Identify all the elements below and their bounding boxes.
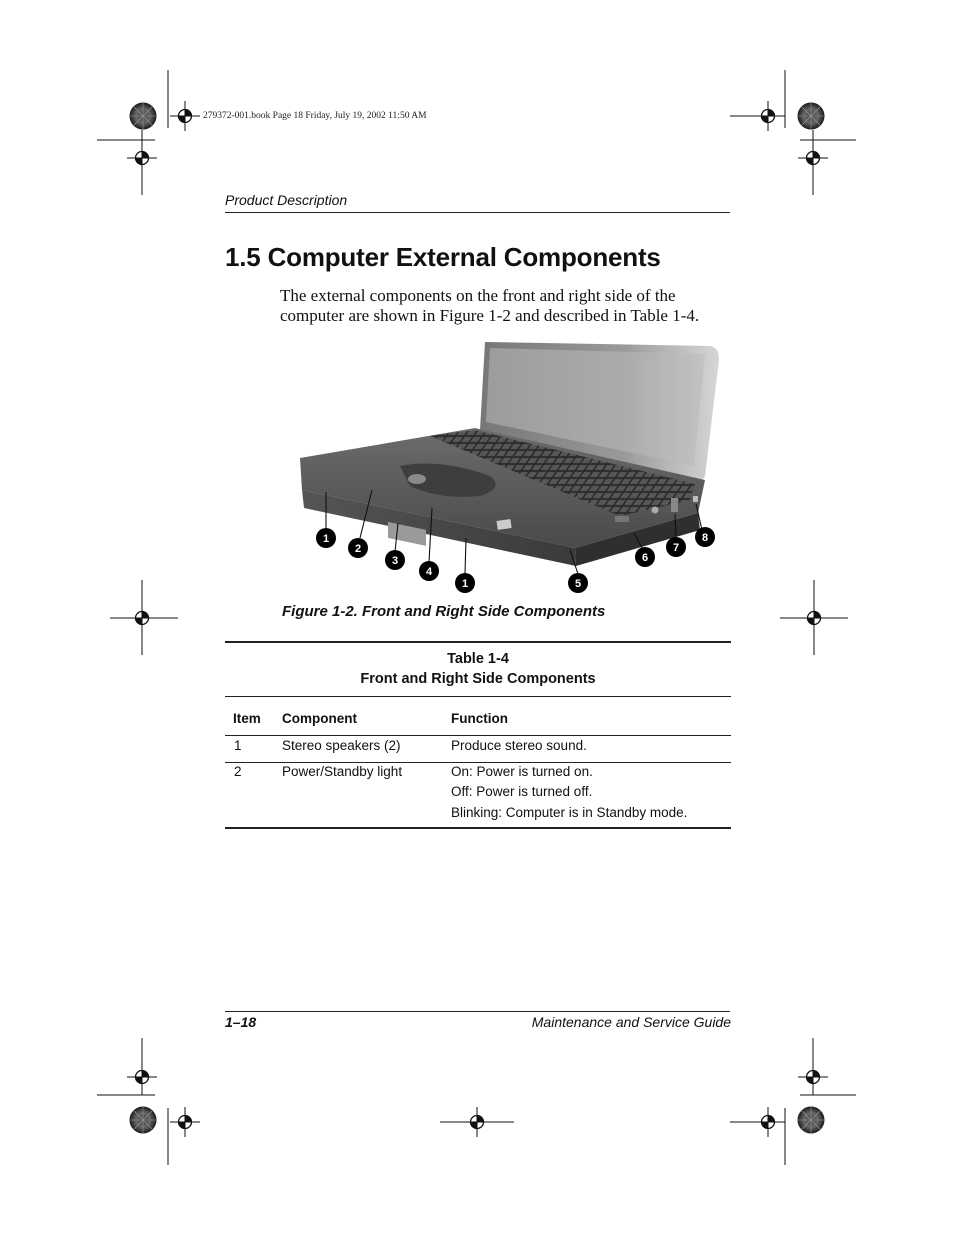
- column-header-item: Item: [233, 711, 261, 726]
- row-rule: [225, 762, 731, 763]
- table-top-rule: [225, 641, 731, 643]
- table-bottom-rule: [225, 827, 731, 829]
- footer-rule: [225, 1011, 730, 1012]
- table-number: Table 1-4: [447, 651, 509, 667]
- header-rule: [225, 212, 730, 213]
- row-1-component: Stereo speakers (2): [282, 738, 401, 753]
- page-number: 1–18: [225, 1014, 257, 1030]
- row-2-function-on: On: Power is turned on.: [451, 764, 593, 779]
- column-header-component: Component: [282, 711, 357, 726]
- callout-6: 6: [641, 552, 649, 564]
- row-2-item: 2: [234, 764, 242, 779]
- intro-line: computer are shown in Figure 1-2 and described in Table 1-4.: [280, 306, 700, 325]
- row-1-function: Produce stereo sound.: [451, 738, 587, 753]
- callout-1b: 1: [461, 578, 469, 590]
- intro-line: The external components on the front and right side of the: [280, 286, 676, 305]
- callout-1: 1: [322, 533, 330, 545]
- callout-2: 2: [354, 543, 362, 555]
- print-slug: 279372-001.book Page 18 Friday, July 19, 2002 11:50 AM: [203, 111, 427, 121]
- callout-7: 7: [672, 542, 680, 554]
- row-2-component: Power/Standby light: [282, 764, 403, 779]
- callout-4: 4: [425, 566, 433, 578]
- row-2-function-blinking: Blinking: Computer is in Standby mode.: [451, 805, 688, 820]
- running-head: Product Description: [225, 192, 348, 208]
- table-title: Front and Right Side Components: [360, 671, 596, 687]
- callout-3: 3: [391, 555, 399, 567]
- row-2-function-off: Off: Power is turned off.: [451, 784, 593, 799]
- section-title: 1.5 Computer External Components: [225, 242, 661, 272]
- figure-caption: Figure 1-2. Front and Right Side Components: [282, 603, 606, 620]
- header-row-rule: [225, 735, 731, 736]
- row-1-item: 1: [234, 738, 242, 753]
- guide-title: Maintenance and Service Guide: [531, 1014, 731, 1030]
- laptop-figure: [290, 338, 730, 600]
- callout-8: 8: [701, 532, 709, 544]
- table-title-rule: [225, 696, 731, 697]
- callout-5: 5: [574, 578, 582, 590]
- intro-paragraph: [280, 286, 730, 326]
- table-heading: [225, 649, 731, 689]
- column-header-function: Function: [451, 711, 508, 726]
